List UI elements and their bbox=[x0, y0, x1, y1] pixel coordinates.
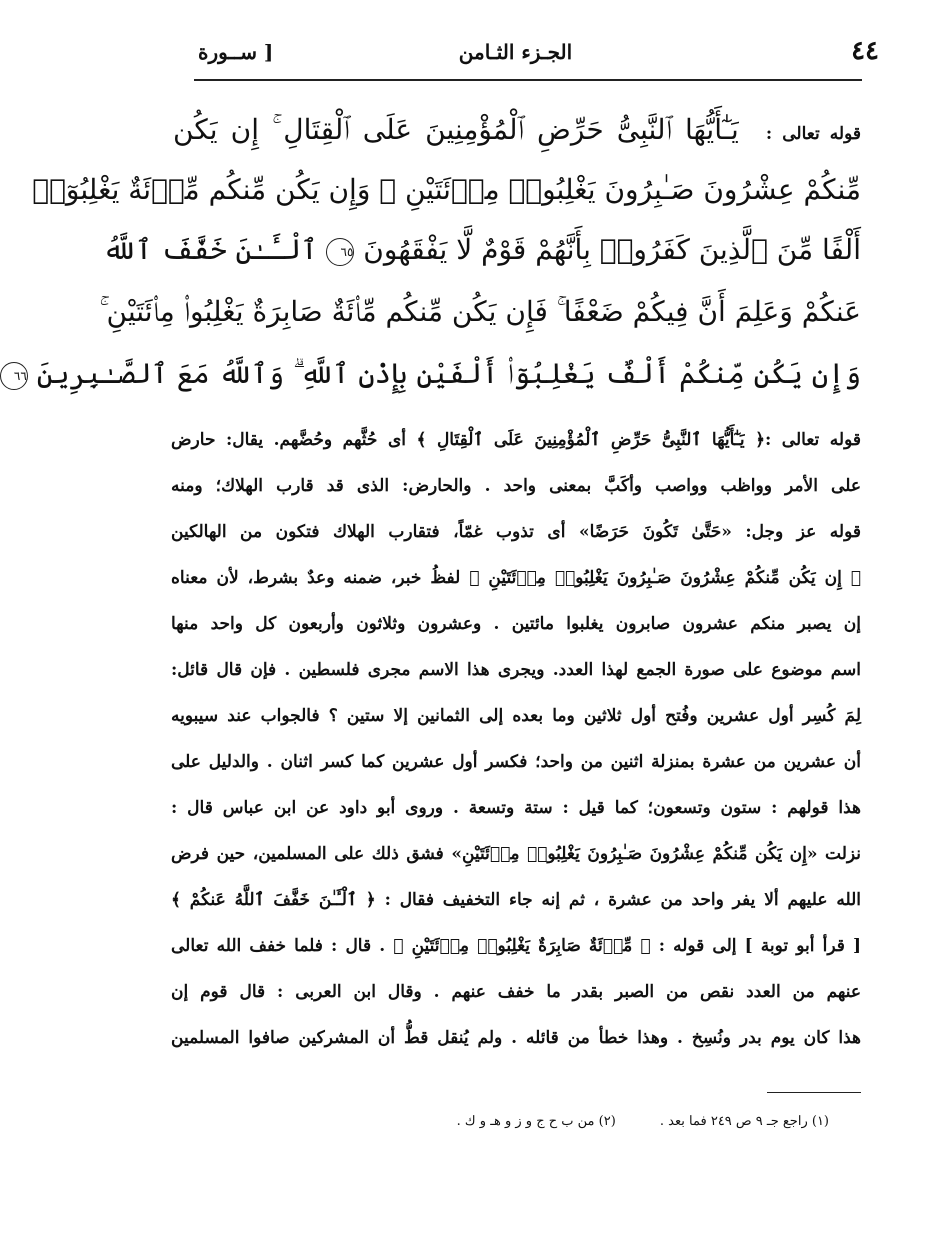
footnote-1: (١) راجع جـ ٩ ص ٢٤٩ فما بعد . bbox=[659, 1114, 829, 1129]
commentary-line: قوله تعالى :﴿ يَـٰٓأَيُّهَا ٱلنَّبِىُّ حَرِّضِ ٱلْمُؤْمِنِينَ عَلَى ٱلْقِتَالِ ﴾ أى حُثَّهم وحُضَّهم. يقال: حارض bbox=[171, 430, 861, 450]
quran-text: يَـٰٓأَيُّهَا ٱلنَّبِىُّ حَرِّضِ ٱلْمُؤْمِنِينَ عَلَى ٱلْقِتَالِ ۚ إِن يَكُن bbox=[173, 113, 739, 146]
commentary-line: على الأمر وواظب وواصب وأكَبَّ بمعنى واحد . والحارض: الذى قد قارب الهلاك؛ ومنه bbox=[171, 476, 861, 496]
quran-intro: قوله تعالى : bbox=[765, 124, 861, 144]
commentary-line: [ قرأ أبو توبة ] إلى قوله : ﴿ مِّا۟ئَةٌ صَابِرَةٌ يَغْلِبُوا۟ مِا۟ئَتَيْنِ ﴾ . قال : فلما خفف الله تعالى bbox=[171, 936, 861, 956]
quran-line bbox=[99, 284, 861, 340]
surah-label: [ ســورة bbox=[198, 40, 274, 64]
quran-text: وَإِن يَكُن مِّنكُمْ أَلْفٌ يَغْلِبُوٓا۟ أَلْفَيْنِ بِإِذْنِ ٱللَّهِ ۗ وَٱللَّهُ مَعَ ٱلصَّـٰبِرِينَ bbox=[36, 357, 861, 390]
quran-line bbox=[32, 162, 861, 218]
commentary-line: ﴿ إِن يَكُن مِّنكُمْ عِشْرُونَ صَـٰبِرُونَ يَغْلِبُوا۟ مِا۟ئَتَيْنِ ﴾ لفظُ خبر، ضمنه وعدٌ بشرط، لأن معناه bbox=[171, 568, 861, 588]
page-number: ٤٤ bbox=[851, 36, 879, 66]
quran-line bbox=[13, 346, 861, 402]
quran-text: أَلْفًا مِّنَ ٱلَّذِينَ كَفَرُوا۟ بِأَنَّهُمْ قَوْمٌ لَّا يَفْقَهُونَ bbox=[363, 233, 861, 266]
commentary-line: عنهم من العدد نقص من الصبر بقدر ما خفف عنهم . وقال ابن العربى : قال قوم إن bbox=[171, 982, 861, 1002]
commentary-line: الله عليهم ألا يفر واحد من عشرة ، ثم إنه جاء التخفيف فقال : ﴿ ٱلْـَٔـٰنَ خَفَّفَ ٱللَّهُ عَنكُمْ ﴾ bbox=[171, 890, 861, 910]
quran-text: مِّنكُمْ عِشْرُونَ صَـٰبِرُونَ يَغْلِبُوا۟ مِا۟ئَتَيْنِ ۚ وَإِن يَكُن مِّنكُم مِّا۟ئَةٌ يَغْلِبُوٓا۟ bbox=[32, 173, 861, 206]
commentary-line: اسم موضوع على صورة الجمع لهذا العدد. ويجرى هذا الاسم مجرى فلسطين . فإن قال قائل: bbox=[171, 660, 861, 680]
book-page bbox=[13, 0, 931, 1239]
part-title: الجـزء الثـامن bbox=[458, 40, 573, 64]
commentary-line: نزلت «إِن يَكُن مِّنكُمْ عِشْرُونَ صَـٰبِرُونَ يَغْلِبُوا۟ مِا۟ئَتَيْنِ» فشق ذلك على المسلمين، حين فرض bbox=[171, 844, 861, 864]
header-divider bbox=[194, 79, 862, 81]
footnotes bbox=[417, 1114, 829, 1129]
commentary-line: لِمَ كُسِر أول عشرين وفُتح أول ثلاثين وما بعده إلى الثمانين إلا ستين ؟ فالجواب عند سيبويه bbox=[171, 706, 861, 726]
quran-line bbox=[102, 222, 861, 278]
commentary-line: هذا قولهم : ستون وتسعون؛ كما قيل : ستة وتسعة . وروى أبو داود عن ابن عباس قال : bbox=[171, 798, 861, 818]
ayah-number-marker: ٦٦ bbox=[0, 362, 28, 390]
commentary-line: إن يصبر منكم عشرون صابرون يغلبوا مائتين . وعشرون وثلاثون وأربعون كل واحد منها bbox=[171, 614, 861, 634]
quran-text: ٱلْـَٔـٰنَ خَفَّفَ ٱللَّهُ bbox=[102, 233, 318, 266]
commentary-line: هذا كان يوم بدر ونُسِخ . وهذا خطأ من قائله . ولم يُنقل قطُّ أن المشركين صافوا المسلمين bbox=[171, 1028, 861, 1048]
ayah-number-marker: ٦٥ bbox=[326, 238, 354, 266]
commentary-line: قوله عز وجل: «حَتَّىٰ تَكُونَ حَرَضًا» أى تذوب غمّاً، فتقارب الهلاك فتكون من الهالكين bbox=[171, 522, 861, 542]
footnote-divider bbox=[767, 1092, 861, 1093]
commentary-line: أن عشرين من عشرة بمنزلة اثنين من واحد؛ فكسر أول عشرين كما كسر اثنان . والدليل على bbox=[171, 752, 861, 772]
footnote-2: (٢) من ب ح ج و ز و هـ و ك . bbox=[456, 1114, 616, 1129]
quran-line bbox=[173, 102, 861, 158]
quran-text: عَنكُمْ وَعَلِمَ أَنَّ فِيكُمْ ضَعْفًا ۚ فَإِن يَكُن مِّنكُم مِّا۟ئَةٌ صَابِرَةٌ يَغْلِبُوا۟ مِا۟ئَتَيْنِ ۚ bbox=[99, 295, 861, 328]
